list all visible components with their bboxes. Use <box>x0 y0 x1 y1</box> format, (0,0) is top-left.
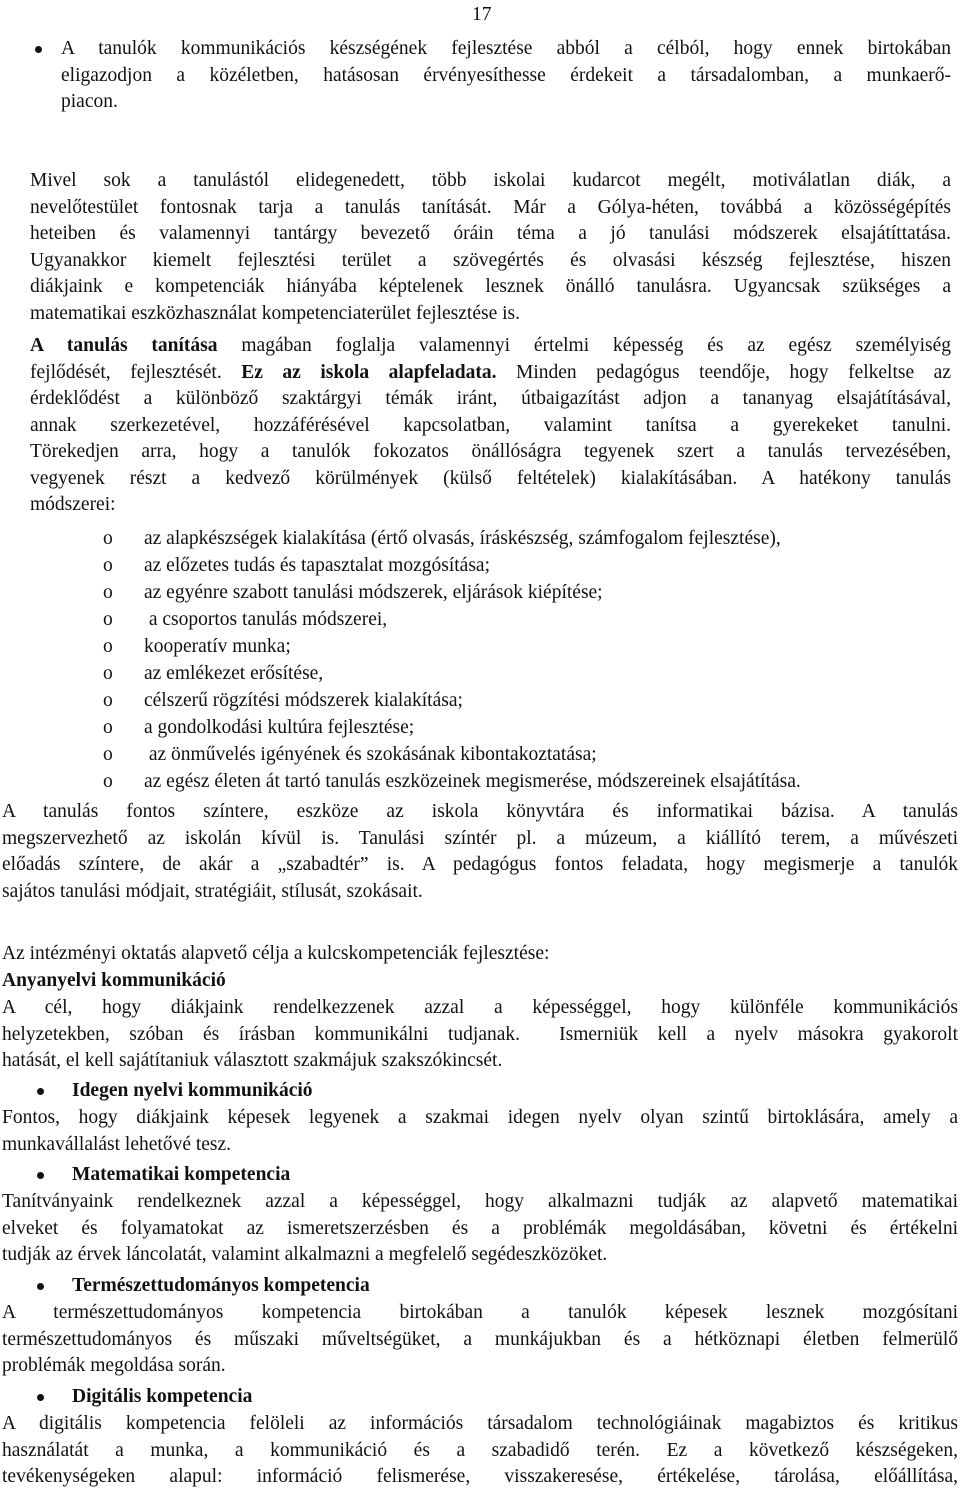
text-line: problémák megoldása során. <box>2 1355 226 1376</box>
text-line: A digitális kompetencia felöleli az információs társadalom technológiáinak magabiztos és kritikus <box>2 1413 958 1434</box>
text-line: A természettudományos kompetencia birtokában a tanulók képesek lesznek mozgósítani <box>2 1302 958 1323</box>
text-line: matematikai eszközhasználat kompetenciaterület fejlesztése is. <box>30 302 520 324</box>
list-marker: o <box>103 528 113 549</box>
text-line: heteiben és valamennyi tantárgy bevezető óráin téma a jó tanulási módszerek elsajátíttatása. <box>30 223 951 244</box>
text-line: helyzetekben, szóban és írásban kommunikálni tudjanak. Ismerniük kell a nyelv másokra gyakorolt <box>2 1023 958 1045</box>
list-marker: o <box>103 744 113 765</box>
text-line: munkavállalást lehetővé tesz. <box>2 1133 232 1155</box>
text-span: fejlődését, fejlesztését. <box>30 361 242 383</box>
list-item-text: az egész életen át tartó tanulás eszközeinek megismerése, módszereinek elsajátítása. <box>144 771 801 792</box>
section-text <box>2 1105 958 1158</box>
list-marker: o <box>103 771 113 792</box>
text-line: annak szerkezetével, hozzáférésével kapcsolatban, valamint tanítsa a gyerekeket tanulni. <box>30 414 951 436</box>
list-item-text: az előzetes tudás és tapasztalat mozgósítása; <box>144 555 490 576</box>
text-line: A cél, hogy diákjaink rendelkezzenek azzal a képességgel, hogy különféle kommunikációs <box>2 997 958 1018</box>
list-marker: o <box>103 717 113 738</box>
section-heading: Digitális kompetencia <box>72 1386 253 1407</box>
bold-phrase: A tanulás tanítása <box>30 335 218 356</box>
list-item-text: a gondolkodási kultúra fejlesztése; <box>144 717 415 738</box>
bullet-icon <box>35 46 42 53</box>
text-line: A tanulók kommunikációs készségének fejlesztése abból a célból, hogy ennek birtokában <box>61 38 951 59</box>
text-line: tudják az érvek láncolatát, valamint alkalmazni a megfelelő segédeszközöket. <box>2 1244 608 1265</box>
text-line: érdeklődést a különböző szaktárgyi témák iránt, útbaigazítást adjon a tananyag elsajátításával, <box>30 388 951 409</box>
text-line: nevelőtestület fontosnak tarja a tanulás tanítását. Már a Gólya-héten, továbbá a közösségépítés <box>30 196 951 218</box>
text-line: Tanítványaink rendelkeznek azzal a képességgel, hogy alkalmazni tudják az alapvető matematikai <box>2 1191 958 1212</box>
section-heading: Természettudományos kompetencia <box>72 1275 370 1296</box>
text-line: diákjaink e kompetenciák hiányába képtelenek lesznek önálló tanulásra. Ugyancsak szükséges a <box>30 276 951 297</box>
list-item-text: az egyénre szabott tanulási módszerek, eljárások kiépítése; <box>144 582 603 603</box>
list-item-text: kooperatív munka; <box>144 636 291 657</box>
text-line: A tanulás fontos színtere, eszköze az iskola könyvtára és informatikai bázisa. A tanulás <box>2 801 958 822</box>
list-marker: o <box>103 582 113 603</box>
bullet-icon <box>37 1394 44 1401</box>
section-text <box>2 1300 958 1380</box>
page-number: 17 <box>472 4 492 25</box>
text-line: módszerei: <box>30 494 116 515</box>
text-line: Mivel sok a tanulástól elidegenedett, több iskolai kudarcot megélt, motiválatlan diák, a <box>30 170 951 191</box>
list-item-text: az önművelés igényének és szokásának kibontakoztatása; <box>144 744 597 765</box>
section-heading: Idegen nyelvi kommunikáció <box>72 1080 313 1101</box>
section-text <box>2 1189 958 1269</box>
paragraph-teaching-learning <box>30 333 951 519</box>
bullet-icon <box>37 1088 44 1095</box>
text-line: hatását, el kell sajátítaniuk választott szakmájuk szakszókincsét. <box>2 1050 503 1071</box>
text-line: természettudományos és műszaki műveltségüket, a munkájukban és a hétköznapi életben felmerülő <box>2 1328 958 1350</box>
competences-intro: Az intézményi oktatás alapvető célja a kulcskompetenciák fejlesztése: <box>2 943 550 964</box>
list-item-text: az alapkészségek kialakítása (értő olvasás, íráskészség, számfogalom fejlesztése), <box>144 528 781 549</box>
text-line: megszervezhető az iskolán kívül is. Tanulási színtér pl. a múzeum, a kiállító terem, a művészeti <box>2 827 958 849</box>
paragraph-learning-to-learn <box>30 168 951 327</box>
list-marker: o <box>103 609 113 630</box>
list-item-text: célszerű rögzítési módszerek kialakítása; <box>144 690 463 711</box>
bold-phrase: Ez az iskola alapfeladata. <box>241 361 497 383</box>
list-marker: o <box>103 636 113 657</box>
section-heading: Anyanyelvi kommunikáció <box>2 970 226 991</box>
section-text <box>2 995 958 1075</box>
section-heading: Matematikai kompetencia <box>72 1164 291 1185</box>
list-item-text: a csoportos tanulás módszerei, <box>144 609 388 630</box>
text-line: Törekedjen arra, hogy a tanulók fokozatos önállóságra tegyenek szert a tanulás tervezésében, <box>30 441 951 462</box>
text-line <box>30 360 951 387</box>
text-line: használatát a munka, a kommunikáció és a szabadidő terén. Ez a következő készségeken, <box>2 1439 958 1461</box>
text-line: előadás színtere, de akár a „szabadtér” is. A pedagógus fontos feladata, hogy megismerje a tanulók <box>2 854 958 875</box>
text-line: elveket és folyamatokat az ismeretszerzésben és a problémák megoldásában, követni és értékelni <box>2 1217 958 1239</box>
text-line <box>30 333 951 360</box>
list-item-text: az emlékezet erősítése, <box>144 663 324 684</box>
text-span: magában foglalja valamennyi értelmi képesség és az egész személyiség <box>217 335 951 356</box>
text-line: tevékenységeken alapul: információ felismerése, visszakeresése, értékelése, tárolása, előállítása, <box>2 1466 958 1487</box>
list-marker: o <box>103 690 113 711</box>
text-line: vegyenek részt a kedvező körülmények (külső feltételek) kialakításában. A hatékony tanulás <box>30 467 951 489</box>
text-line: piacon. <box>61 91 118 112</box>
text-line: sajátos tanulási módjait, stratégiáit, stílusát, szokásait. <box>2 880 423 902</box>
text-span: Minden pedagógus teendője, hogy felkeltse az <box>496 361 951 383</box>
text-line: eligazodjon a közéletben, hatásosan érvényesíthesse érdekeit a társadalomban, a munkaerő- <box>61 64 951 86</box>
list-marker: o <box>103 555 113 576</box>
paragraph-library <box>2 799 958 905</box>
methods-list <box>0 526 960 796</box>
text-line: Ugyanakkor kiemelt fejlesztési terület a szövegértés és olvasási készség fejlesztése, hiszen <box>30 249 951 271</box>
bullet-icon <box>37 1172 44 1179</box>
text-line: Fontos, hogy diákjaink képesek legyenek a szakmai idegen nyelv olyan szintű birtoklására, amely a <box>2 1107 958 1128</box>
top-bullet-text <box>61 36 951 116</box>
list-marker: o <box>103 663 113 684</box>
section-text <box>2 1411 958 1491</box>
bullet-icon <box>37 1283 44 1290</box>
